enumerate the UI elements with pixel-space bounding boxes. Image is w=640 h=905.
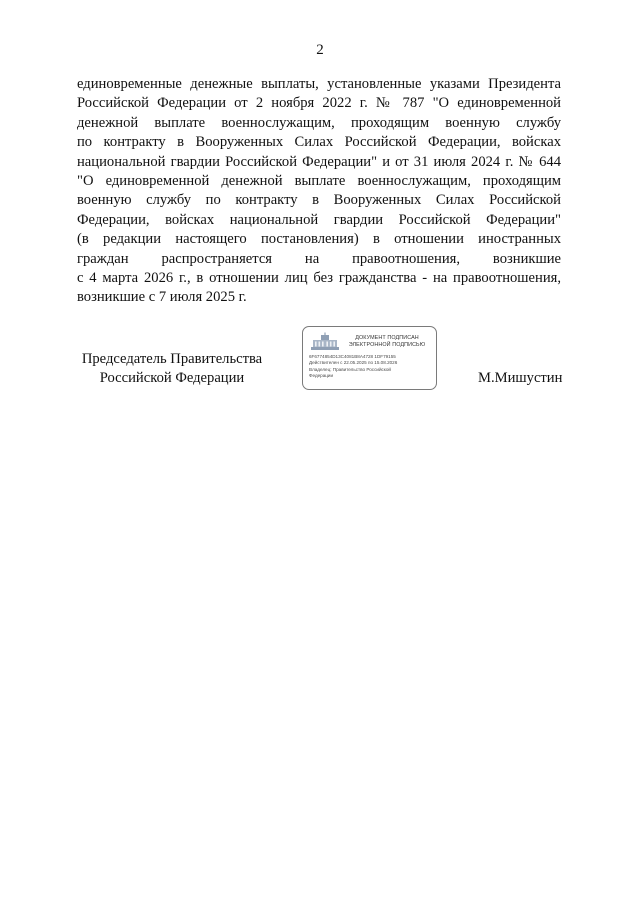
certificate-owner: Владелец: Правительство Российской: [309, 366, 391, 372]
signatory-title-line: Председатель Правительства: [81, 351, 263, 367]
body-line: денежной выплате военнослужащим, проходящим военную службу: [77, 114, 561, 131]
certificate-serial: 6F6774854D13C4081B8A4728 1DF79155: [309, 354, 396, 359]
body-line: возникшие с 7 июля 2025 г.: [77, 289, 247, 306]
body-line: по контракту в Вооруженных Силах Российской Федерации, войсках: [77, 134, 561, 151]
body-line: Федерации, войсках национальной гвардии Российской Федерации": [77, 211, 561, 228]
stamp-header: [341, 335, 433, 349]
stamp-details: [309, 354, 433, 380]
body-line: граждан распространяется на правоотношения, возникшие: [77, 250, 561, 267]
decree-body-text: [77, 75, 561, 308]
page-number: 2: [316, 42, 324, 58]
body-line: единовременные денежные выплаты, установленные указами Президента: [77, 76, 561, 92]
body-line: военную службу по контракту в Вооруженных Силах Российской: [77, 192, 561, 209]
electronic-signature-stamp: [302, 326, 437, 390]
body-line: "О единовременной денежной выплате военнослужащим, проходящим: [77, 173, 561, 190]
signatory-title: [74, 350, 270, 388]
signatory-name: М.Мишустин: [478, 370, 563, 386]
government-building-emblem-icon: [310, 332, 340, 352]
signatory-title-line: Российской Федерации: [99, 370, 245, 386]
certificate-owner: Федерации: [309, 373, 334, 379]
body-line: с 4 марта 2026 г., в отношении лиц без гражданства - на правоотношения,: [77, 270, 561, 287]
stamp-header-line: ДОКУМЕНТ ПОДПИСАН: [355, 335, 419, 341]
body-line: Российской Федерации от 2 ноября 2022 г. № 787 "О единовременной: [77, 95, 561, 112]
validity-period: Действителен с 22.05.2025 по 15.08.2026: [309, 360, 398, 366]
stamp-header-line: ЭЛЕКТРОННОЙ ПОДПИСЬЮ: [348, 342, 426, 348]
body-line: (в редакции настоящего постановления) в отношении иностранных: [77, 231, 561, 248]
body-line: национальной гвардии Российской Федерации" и от 31 июля 2024 г. № 644: [77, 153, 561, 170]
